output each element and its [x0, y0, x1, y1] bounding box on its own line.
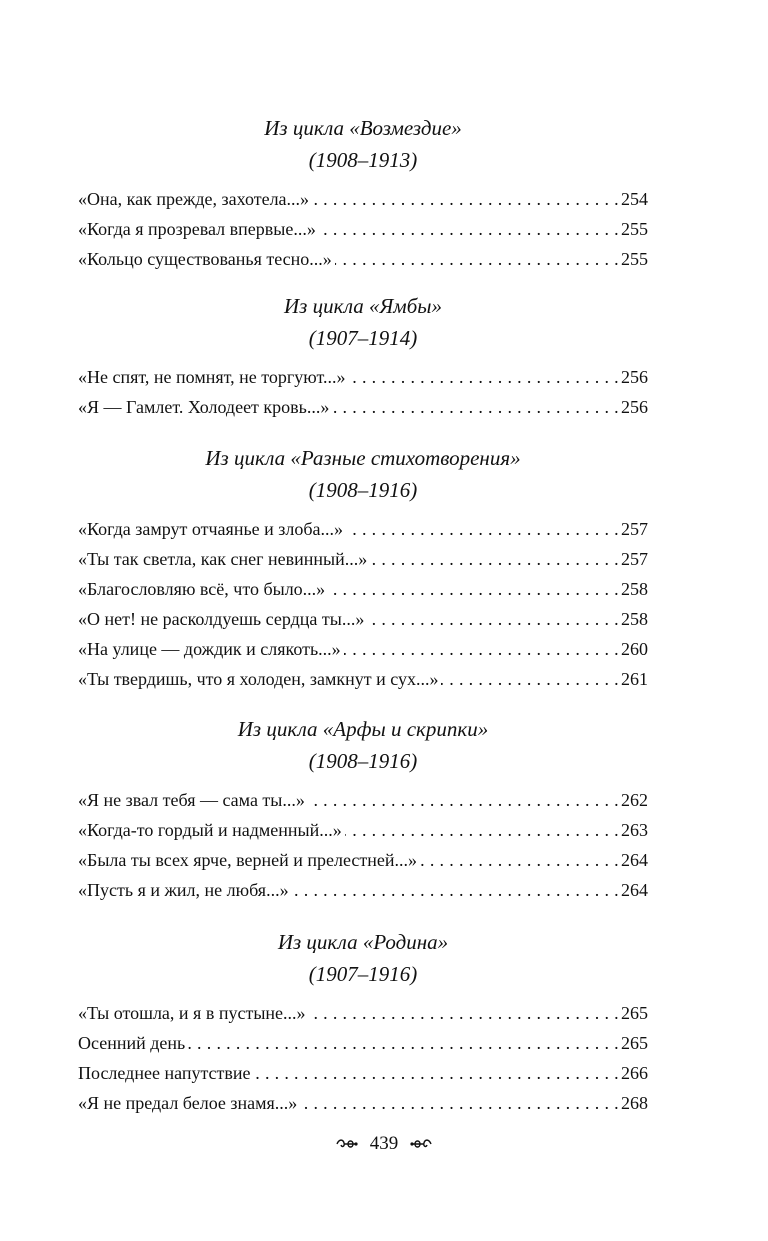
- entry-title: «Была ты всех ярче, верней и прелестней...»: [78, 850, 418, 870]
- dot-leader: [319, 214, 619, 244]
- entry-page: 265: [621, 1003, 648, 1023]
- dot-leader: [420, 845, 619, 875]
- entry-page: 258: [621, 609, 648, 629]
- entry-page: 256: [621, 397, 648, 417]
- entry-page: 258: [621, 579, 648, 599]
- section-title: Из цикла «Разные стихотворения»: [205, 446, 521, 470]
- toc-entry[interactable]: [78, 514, 648, 544]
- toc-section: [78, 713, 648, 905]
- toc-entry[interactable]: [78, 392, 648, 422]
- toc-entry[interactable]: [78, 362, 648, 392]
- toc-entry[interactable]: [78, 1028, 648, 1058]
- toc-entry[interactable]: [78, 214, 648, 244]
- toc-entry[interactable]: [78, 845, 648, 875]
- entry-title: «Не спят, не помнят, не торгуют...»: [78, 367, 346, 387]
- toc-entry[interactable]: [78, 815, 648, 845]
- toc-section: [78, 290, 648, 422]
- dot-leader: [309, 998, 619, 1028]
- toc-section: [78, 926, 648, 1118]
- section-years: (1908–1916): [308, 478, 418, 502]
- page-number: 439: [369, 1132, 399, 1154]
- dot-leader: [344, 634, 619, 664]
- dot-leader: [312, 184, 619, 214]
- entry-list: [78, 514, 648, 694]
- section-title: Из цикла «Арфы и скрипки»: [237, 717, 489, 741]
- entry-title: «Я не предал белое знамя...»: [78, 1093, 298, 1113]
- section-years: (1908–1913): [308, 148, 418, 172]
- entry-page: 255: [621, 219, 648, 239]
- dot-leader: [345, 815, 619, 845]
- dot-leader: [370, 544, 619, 574]
- ornament-right-icon: [409, 1136, 433, 1152]
- dot-leader: [300, 1088, 619, 1118]
- toc-entry[interactable]: [78, 785, 648, 815]
- section-title: Из цикла «Родина»: [277, 930, 449, 954]
- toc-section: [78, 112, 648, 274]
- entry-title: «Когда я прозревал впервые...»: [78, 219, 316, 239]
- toc-entry[interactable]: [78, 634, 648, 664]
- entry-list: [78, 785, 648, 905]
- entry-page: 254: [621, 189, 648, 209]
- dot-leader: [254, 1058, 619, 1088]
- toc-entry[interactable]: [78, 244, 648, 274]
- entry-page: 263: [621, 820, 648, 840]
- entry-title: «Кольцо существованья тесно...»: [78, 249, 332, 269]
- dot-leader: [349, 362, 620, 392]
- entry-title: Последнее напутствие: [78, 1063, 251, 1083]
- ornament-left-icon: [335, 1136, 359, 1152]
- entry-title: «Ты твердишь, что я холоден, замкнут и сух...»: [78, 669, 439, 689]
- section-title: Из цикла «Возмездие»: [264, 116, 462, 140]
- dot-leader: [188, 1028, 619, 1058]
- entry-page: 261: [621, 669, 648, 689]
- toc-entry[interactable]: [78, 604, 648, 634]
- dot-leader: [328, 574, 619, 604]
- page-footer: [0, 1128, 768, 1159]
- entry-page: 256: [621, 367, 648, 387]
- section-years: (1908–1916): [308, 749, 418, 773]
- toc-section: [78, 442, 648, 694]
- entry-page: 257: [621, 549, 648, 569]
- section-years: (1907–1916): [308, 962, 418, 986]
- entry-page: 264: [621, 850, 648, 870]
- section-title: Из цикла «Ямбы»: [283, 294, 442, 318]
- entry-title: «Когда-то гордый и надменный...»: [78, 820, 342, 840]
- entry-title: «Она, как прежде, захотела...»: [78, 189, 310, 209]
- toc-entry[interactable]: [78, 544, 648, 574]
- entry-list: [78, 184, 648, 274]
- entry-page: 265: [621, 1033, 648, 1053]
- toc-entry[interactable]: [78, 1088, 648, 1118]
- entry-page: 264: [621, 880, 648, 900]
- toc-entry[interactable]: [78, 664, 648, 694]
- entry-title: «Благословляю всё, что было...»: [78, 579, 326, 599]
- dot-leader: [367, 604, 619, 634]
- dot-leader: [346, 514, 619, 544]
- entry-page: 266: [621, 1063, 648, 1083]
- entry-title: «Пусть я и жил, не любя...»: [78, 880, 289, 900]
- toc-entry[interactable]: [78, 1058, 648, 1088]
- dot-leader: [308, 785, 619, 815]
- entry-page: 268: [621, 1093, 648, 1113]
- entry-page: 255: [621, 249, 648, 269]
- toc-entry[interactable]: [78, 875, 648, 905]
- entry-title: «Когда замрут отчаянье и злоба...»: [78, 519, 344, 539]
- section-years: (1907–1914): [308, 326, 418, 350]
- entry-title: Осенний день: [78, 1033, 186, 1053]
- toc-entry[interactable]: [78, 998, 648, 1028]
- toc-entry[interactable]: [78, 184, 648, 214]
- entry-page: 257: [621, 519, 648, 539]
- entry-title: «О нет! не расколдуешь сердца ты...»: [78, 609, 365, 629]
- entry-title: «На улице — дождик и слякоть...»: [78, 639, 341, 659]
- dot-leader: [332, 392, 619, 422]
- entry-title: «Ты так светла, как снег невинный...»: [78, 549, 368, 569]
- entry-page: 262: [621, 790, 648, 810]
- entry-page: 260: [621, 639, 648, 659]
- dot-leader: [335, 244, 619, 274]
- toc-entry[interactable]: [78, 574, 648, 604]
- entry-list: [78, 362, 648, 422]
- entry-title: «Я не звал тебя — сама ты...»: [78, 790, 305, 810]
- entry-title: «Ты отошла, и я в пустыне...»: [78, 1003, 306, 1023]
- entry-list: [78, 998, 648, 1118]
- entry-title: «Я — Гамлет. Холодеет кровь...»: [78, 397, 330, 417]
- dot-leader: [292, 875, 619, 905]
- dot-leader: [441, 664, 619, 694]
